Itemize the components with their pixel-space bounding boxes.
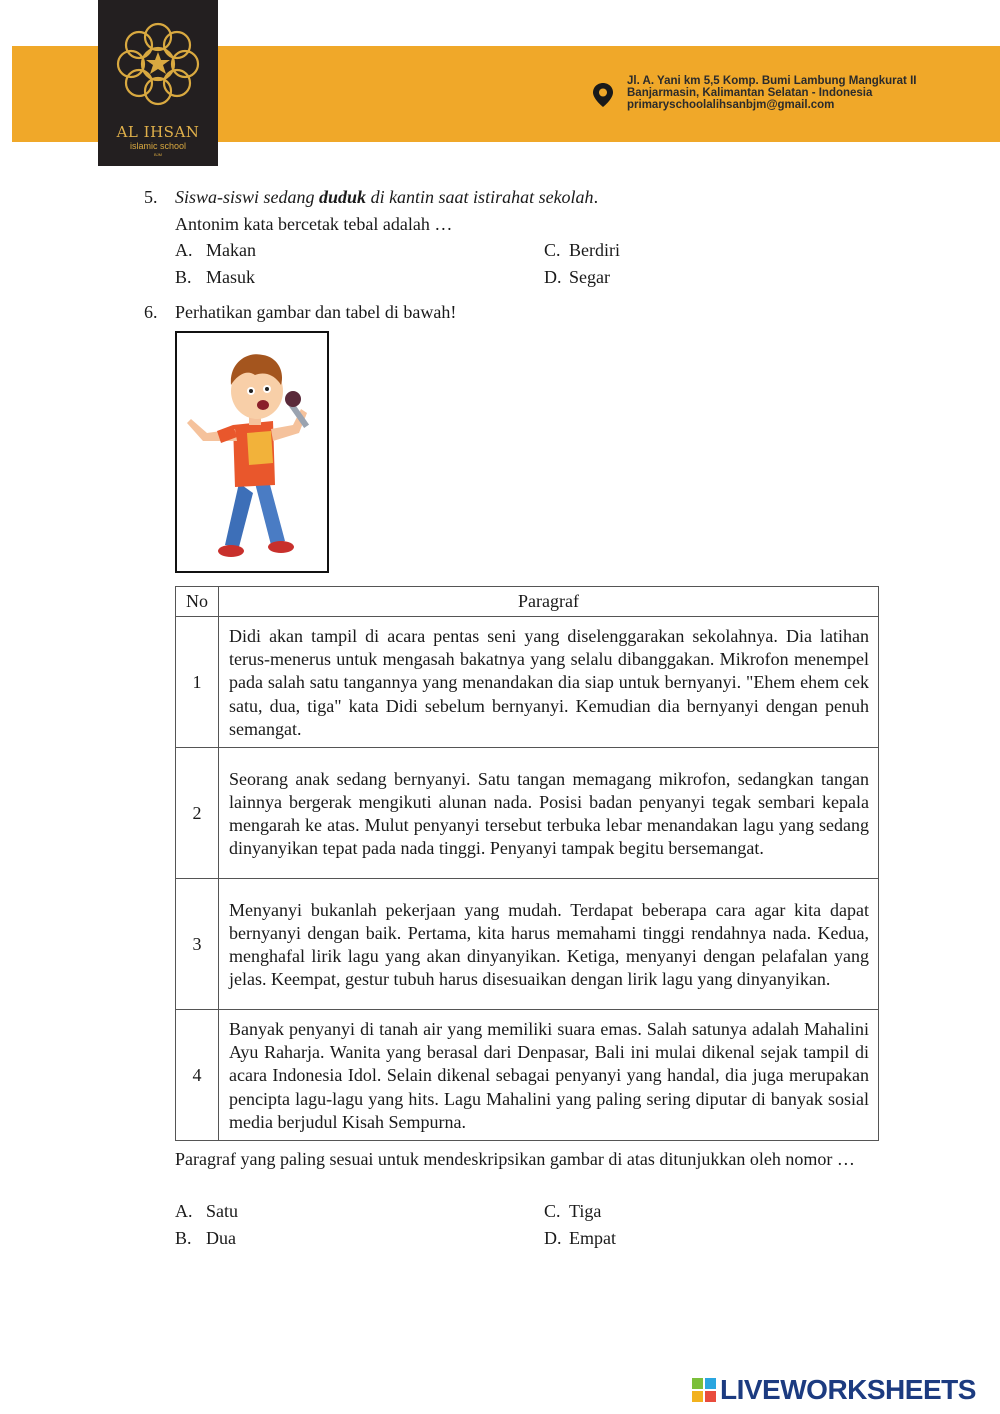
row-number: 1 (176, 617, 219, 748)
paragraph-table (175, 586, 879, 1141)
row-paragraph: Seorang anak sedang bernyanyi. Satu tangan memagang mikrofon, sedangkan tangan lainnya bergerak mengikuti alunan nada. Posisi badan penyanyi tegak sembari kepala mengarah ke atas. Mulut penyanyi tersebut terbuka lebar menandakan lagu yang sedang dinyanyikan tepat pada nada tinggi. Penyanyi tampak begitu bersemangat. (219, 748, 879, 879)
option-text: Segar (569, 267, 610, 287)
option-text: Satu (206, 1201, 239, 1221)
sentence-part: di kantin saat istirahat sekolah (366, 187, 594, 207)
option-c[interactable] (544, 1201, 602, 1222)
row-paragraph: Menyanyi bukanlah pekerjaan yang mudah. Terdapat beberapa cara agar kita dapat bernyanyi dengan baik. Pertama, kita harus memahami tinggi rendahnya nada. Kedua, menghafal lirik lagu yang akan dinyanyikan. Ketiga, menyanyi dengan pelafalan yang jelas. Keempat, gestur tubuh harus disesuaikan dengan lirik lagu yang dinyanyikan. (219, 879, 879, 1010)
option-d[interactable] (544, 1228, 616, 1249)
address-line: Jl. A. Yani km 5,5 Komp. Bumi Lambung Mangkurat II (627, 75, 917, 87)
option-letter: C. (544, 240, 561, 260)
sentence-period: . (593, 187, 599, 207)
option-d[interactable] (544, 267, 610, 288)
question-sentence (175, 184, 598, 211)
option-b[interactable] (175, 267, 255, 288)
ornament-star-icon (98, 4, 218, 124)
option-letter: A. (175, 1201, 193, 1221)
address-line: Banjarmasin, Kalimantan Selatan - Indonesia (627, 87, 873, 99)
option-b[interactable] (175, 1228, 236, 1249)
option-text: Empat (569, 1228, 616, 1248)
row-number: 2 (176, 748, 219, 879)
table-row (176, 748, 879, 879)
question-intro: Perhatikan gambar dan tabel di bawah! (175, 302, 457, 322)
option-letter: B. (175, 1228, 192, 1248)
question-number: 6. (144, 302, 158, 322)
option-c[interactable] (544, 240, 620, 261)
bold-word: duduk (319, 187, 367, 207)
school-address (627, 75, 916, 111)
option-text: Dua (206, 1228, 236, 1248)
option-letter: A. (175, 240, 193, 260)
email-line: primaryschoolalihsanbjm@gmail.com (627, 99, 835, 111)
school-logo (98, 0, 218, 166)
option-letter: C. (544, 1201, 561, 1221)
header-no: No (176, 587, 219, 617)
option-text: Masuk (206, 267, 255, 287)
liveworksheets-brand[interactable]: LIVEWORKSHEETS (720, 1374, 976, 1405)
logo-name: AL IHSAN (116, 123, 200, 141)
singing-boy-illustration (175, 331, 329, 573)
question-prompt: Antonim kata bercetak tebal adalah … (175, 214, 453, 234)
option-a[interactable] (175, 1201, 239, 1222)
header-paragraph: Paragraf (219, 587, 879, 617)
table-row (176, 617, 879, 748)
option-letter: B. (175, 267, 192, 287)
singing-boy-icon (177, 333, 327, 571)
question-6-text: Paragraf yang paling sesuai untuk mendeskripsikan gambar di atas ditunjukkan oleh nomor … (175, 1149, 855, 1169)
option-letter: D. (544, 1228, 562, 1248)
option-a[interactable] (175, 240, 256, 261)
question-number: 5. (144, 187, 158, 207)
option-text: Tiga (569, 1201, 602, 1221)
option-text: Makan (206, 240, 256, 260)
option-letter: D. (544, 267, 562, 287)
row-number: 4 (176, 1010, 219, 1141)
table-row (176, 1010, 879, 1141)
row-paragraph: Banyak penyanyi di tanah air yang memiliki suara emas. Salah satunya adalah Mahalini Ayu Raharja. Wanita yang berasal dari Denpasar, Bali ini mulai dikenal sejak tampil di acara Indonesia Idol. Selain dikenal sebagai penyanyi yang handal, dia juga merupakan pencipta lagu-lagu yang hits. Lagu Mahalini yang paling sering diputar di banyak sosial media berjudul Kisah Sempurna. (219, 1010, 879, 1141)
location-pin-icon (592, 82, 614, 108)
table-header-row (176, 587, 879, 617)
table-row (176, 879, 879, 1010)
sentence-part: Siswa-siswi sedang (175, 187, 320, 207)
logo-city: BJM (154, 152, 162, 157)
row-paragraph: Didi akan tampil di acara pentas seni yang diselenggarakan sekolahnya. Dia latihan terus-menerus untuk mengasah bakatnya yang selalu dibanggakan. Mikrofon menempel pada salah satu tangannya yang menandakan dia siap untuk bernyanyi. "Ehem ehem cek satu, dua, tiga" kata Didi sebelum bernyanyi. Kemudian dia bernyanyi dengan penuh semangat. (219, 617, 879, 748)
row-number: 3 (176, 879, 219, 1010)
liveworksheets-logo-icon (692, 1378, 716, 1402)
option-text: Berdiri (569, 240, 620, 260)
logo-subtitle: islamic school (129, 141, 187, 151)
